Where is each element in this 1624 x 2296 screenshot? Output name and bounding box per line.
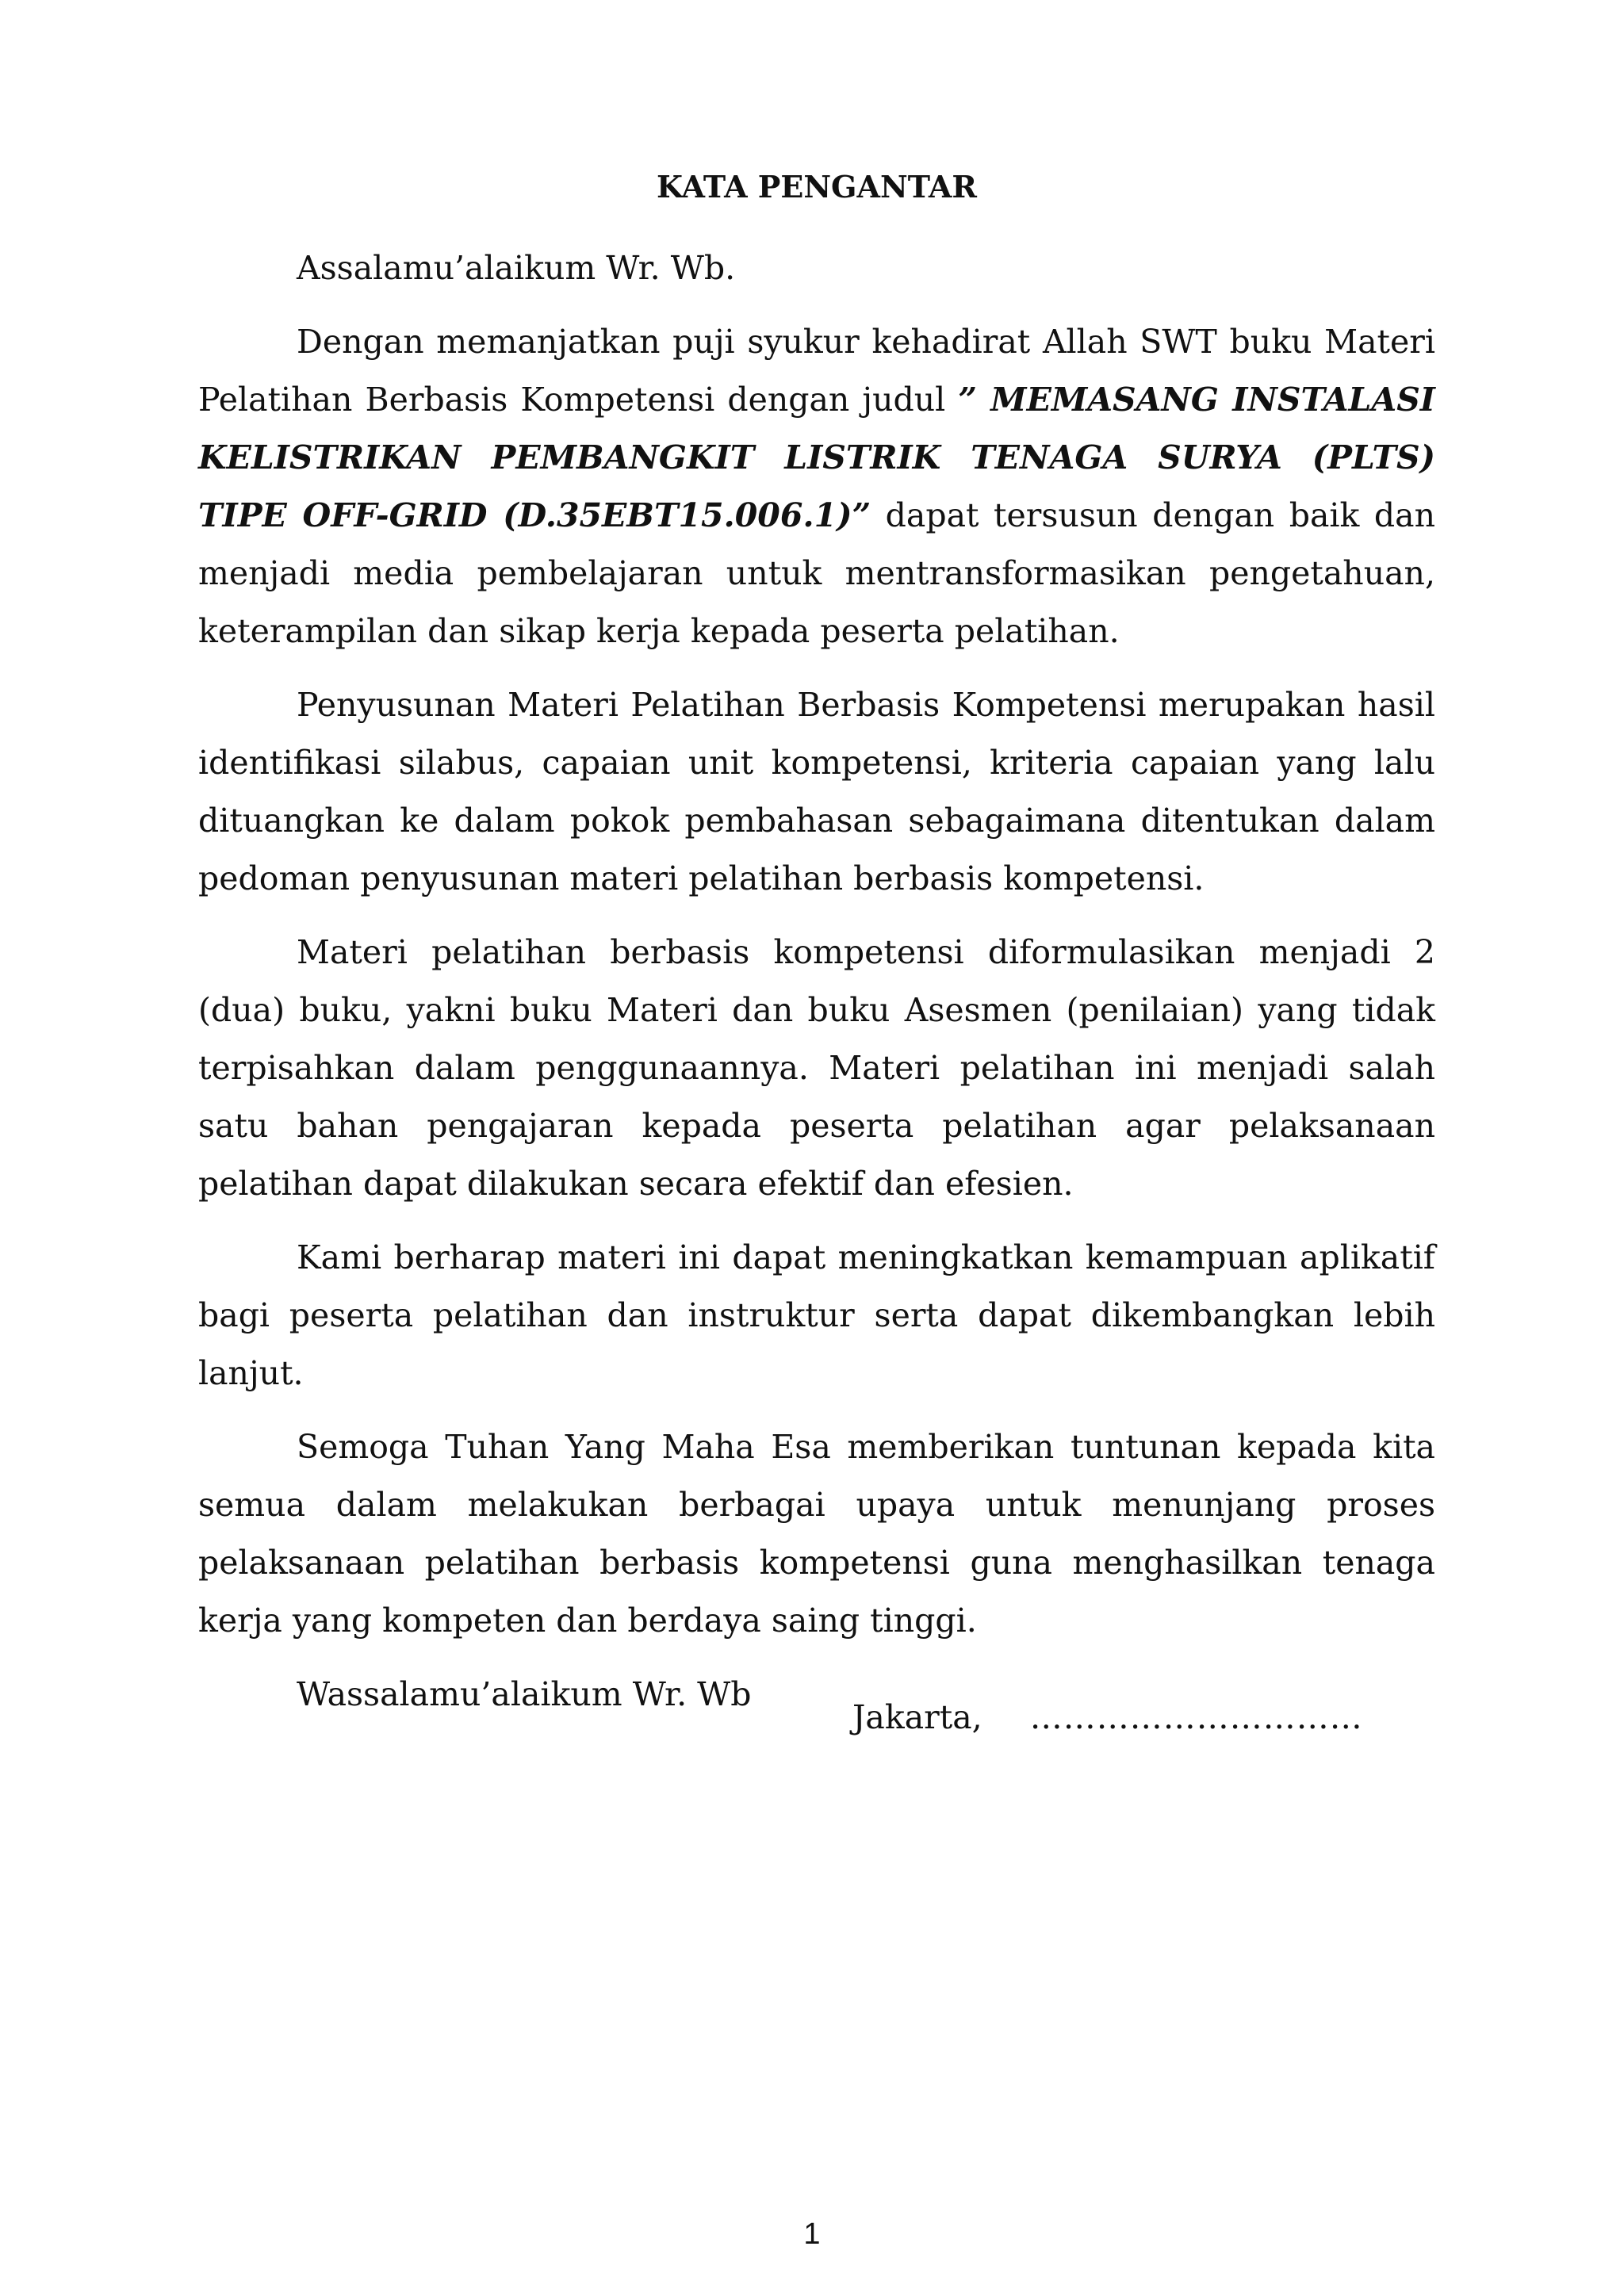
place-label: Jakarta, xyxy=(852,1698,982,1736)
date-placeholder: ………………………… xyxy=(1029,1698,1363,1736)
page-number: 1 xyxy=(803,2218,821,2251)
intro-lead-text: Dengan memanjatkan puji syukur kehadirat Allah SWT buku Materi Pelatihan Berbasis Kompetensi dengan judul xyxy=(198,323,1435,419)
compilation-paragraph: Penyusunan Materi Pelatihan Berbasis Kompetensi merupakan hasil identifikasi silabus, capaian unit kompetensi, kriteria capaian yang lalu dituangkan ke dalam pokok pembahasan sebagaimana ditentukan dalam pedoman penyusunan materi pelatihan berbasis kompetensi. xyxy=(198,686,1435,897)
place-date-line xyxy=(852,1689,1363,1747)
document-page xyxy=(198,166,1435,1739)
intro-paragraph xyxy=(198,313,1435,660)
intro-tail-text: dapat tersusun dengan baik dan menjadi media pembelajaran untuk mentransformasikan pengetahuan, keterampilan dan sikap kerja kepada peserta pelatihan. xyxy=(198,496,1435,650)
closing-paragraph: Wassalamu’alaikum Wr. Wb xyxy=(297,1675,752,1713)
page-title: KATA PENGANTAR xyxy=(656,169,977,205)
prayer-paragraph: Semoga Tuhan Yang Maha Esa memberikan tuntunan kepada kita semua dalam melakukan berbagai upaya untuk menunjang proses pelaksanaan pelatihan berbasis kompetensi guna menghasilkan tenaga kerja yang kompeten dan berdaya saing tinggi. xyxy=(198,1428,1435,1640)
module-title-emphasis: ” MEMASANG INSTALASI KELISTRIKAN PEMBANGKIT LISTRIK TENAGA SURYA (PLTS) TIPE OFF-GRID (D.35EBT15.006.1)” xyxy=(198,381,1435,534)
hope-paragraph: Kami berharap materi ini dapat meningkatkan kemampuan aplikatif bagi peserta pelatihan dan instruktur serta dapat dikembangkan lebih lanjut. xyxy=(198,1238,1435,1392)
greeting-paragraph: Assalamu’alaikum Wr. Wb. xyxy=(297,249,736,287)
formulation-paragraph: Materi pelatihan berbasis kompetensi diformulasikan menjadi 2 (dua) buku, yakni buku Materi dan buku Asesmen (penilaian) yang tidak terpisahkan dalam penggunaannya. Materi pelatihan ini menjadi salah satu bahan pengajaran kepada peserta pelatihan agar pelaksanaan pelatihan dapat dilakukan secara efektif dan efesien. xyxy=(198,933,1435,1203)
